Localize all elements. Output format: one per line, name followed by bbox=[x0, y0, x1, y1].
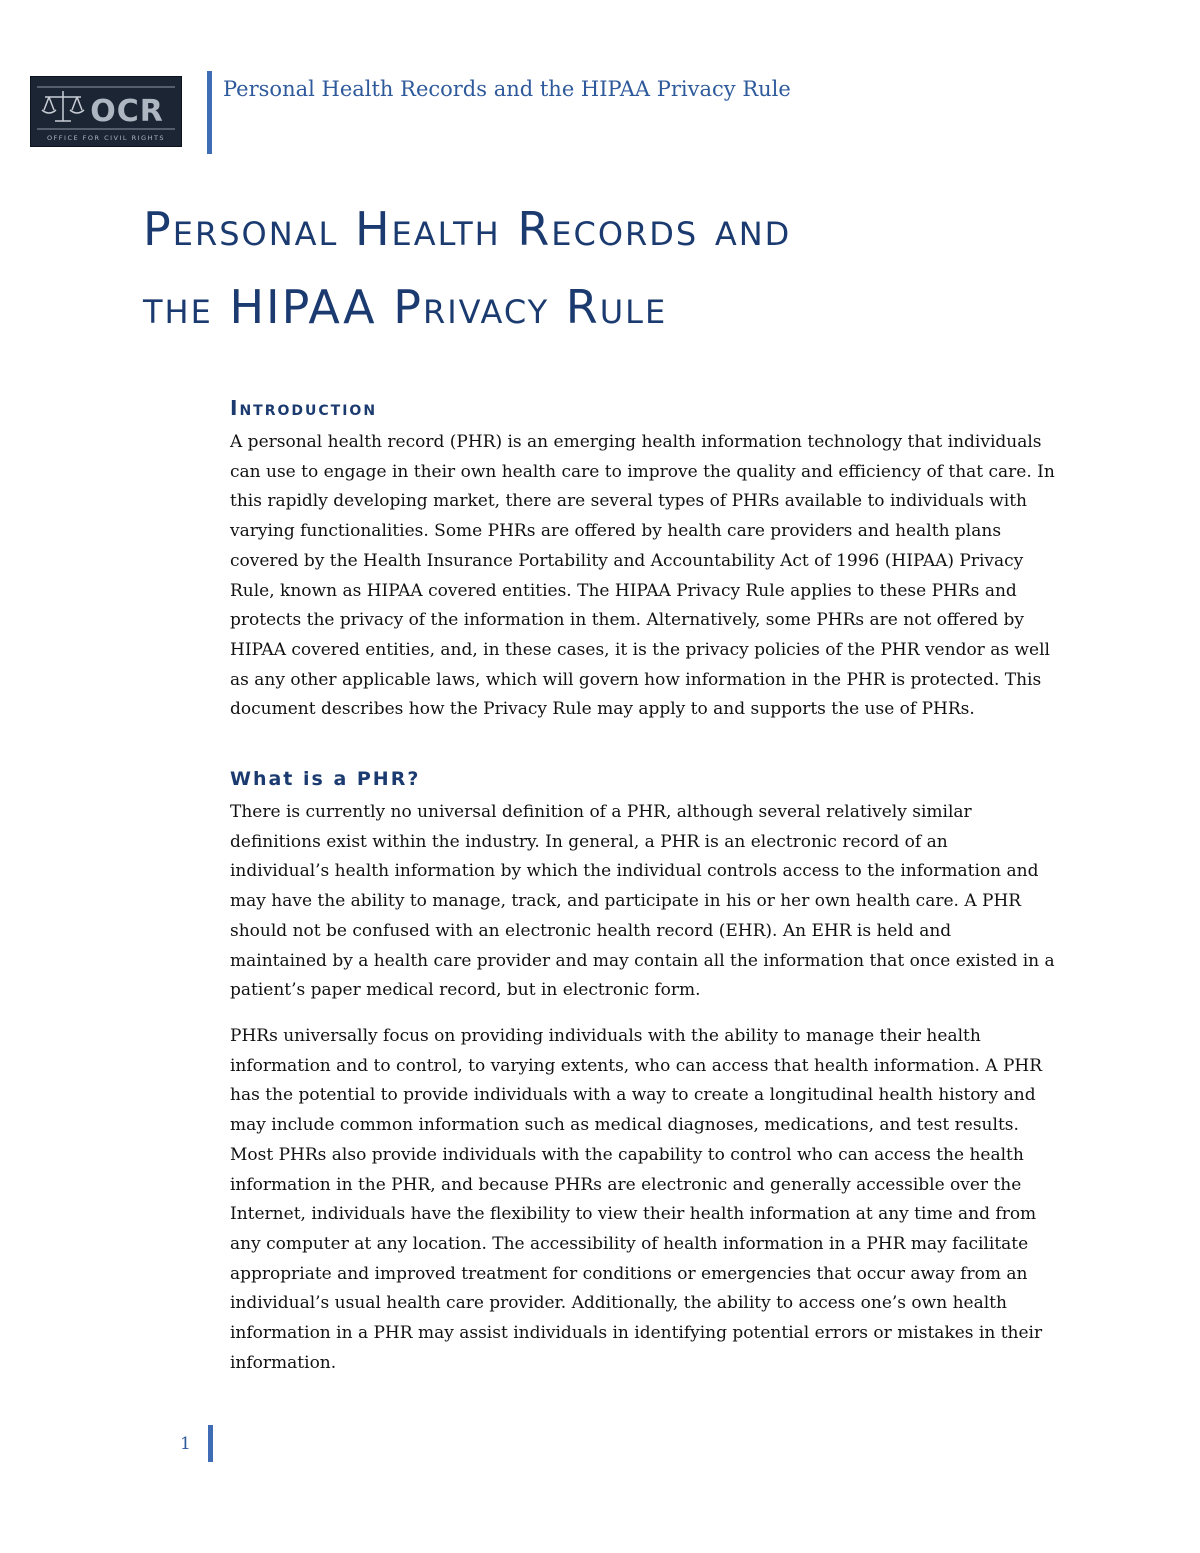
logo-text: OCR bbox=[90, 94, 164, 129]
text-line: maintained by a health care provider and may contain all the information that once existed in a bbox=[230, 950, 1055, 971]
what-is-phr-paragraph-2 bbox=[230, 1022, 1042, 1378]
ocr-logo bbox=[30, 76, 182, 147]
introduction-heading: Introduction bbox=[230, 396, 378, 420]
text-line: this rapidly developing market, there are several types of PHRs available to individuals with bbox=[230, 491, 1027, 512]
what-is-phr-paragraph-1 bbox=[230, 798, 1055, 1006]
text-line: information. bbox=[230, 1352, 337, 1373]
document-title bbox=[143, 190, 1143, 346]
text-line: may include common information such as medical diagnoses, medications, and test results. bbox=[230, 1115, 1019, 1136]
text-line: definitions exist within the industry. In general, a PHR is an electronic record of an bbox=[230, 831, 948, 852]
footer-accent-bar bbox=[208, 1425, 213, 1462]
document-title-line-1: Personal Health Records and bbox=[143, 202, 792, 256]
text-line: Rule, known as HIPAA covered entities. The HIPAA Privacy Rule applies to these PHRs and bbox=[230, 580, 1017, 601]
text-line: information and to control, to varying extents, who can access that health information. A PHR bbox=[230, 1055, 1043, 1076]
text-line: There is currently no universal definition of a PHR, although several relatively similar bbox=[230, 802, 972, 822]
running-header-title: Personal Health Records and the HIPAA Privacy Rule bbox=[223, 77, 791, 101]
text-line: can use to engage in their own health care to improve the quality and efficiency of that care. In bbox=[230, 461, 1055, 482]
text-line: PHRs universally focus on providing individuals with the ability to manage their health bbox=[230, 1026, 981, 1046]
text-line: as any other applicable laws, which will govern how information in the PHR is protected. This bbox=[230, 669, 1042, 690]
introduction-paragraph bbox=[230, 428, 1055, 725]
text-line: patient’s paper medical record, but in electronic form. bbox=[230, 980, 701, 1001]
text-line: Most PHRs also provide individuals with the capability to control who can access the health bbox=[230, 1144, 1024, 1165]
text-line: varying functionalities. Some PHRs are offered by health care providers and health plans bbox=[230, 521, 1002, 542]
text-line: protects the privacy of the information in them. Alternatively, some PHRs are not offered by bbox=[230, 610, 1025, 631]
text-line: information in a PHR may assist individuals in identifying potential errors or mistakes in their bbox=[230, 1323, 1043, 1344]
text-line: covered by the Health Insurance Portability and Accountability Act of 1996 (HIPAA) Privacy bbox=[230, 550, 1024, 571]
text-line: information in the PHR, and because PHRs are electronic and generally accessible over the bbox=[230, 1174, 1022, 1195]
text-line: should not be confused with an electronic health record (EHR). An EHR is held and bbox=[230, 920, 952, 941]
header-accent-bar bbox=[207, 71, 212, 154]
text-line: HIPAA covered entities, and, in these cases, it is the privacy policies of the PHR vendor as well bbox=[230, 639, 1050, 660]
page-number: 1 bbox=[180, 1434, 191, 1454]
text-line: any computer at any location. The accessibility of health information in a PHR may facilitate bbox=[230, 1233, 1029, 1254]
text-line: Internet, individuals have the flexibility to view their health information at any time and from bbox=[230, 1204, 1037, 1225]
text-line: has the potential to provide individuals with a way to create a longitudinal health history and bbox=[230, 1085, 1036, 1106]
text-line: document describes how the Privacy Rule may apply to and supports the use of PHRs. bbox=[230, 699, 975, 720]
text-line: appropriate and improved treatment for conditions or emergencies that occur away from an bbox=[230, 1263, 1028, 1284]
text-line: may have the ability to manage, track, and participate in his or her own health care. A PHR bbox=[230, 891, 1022, 912]
text-line: individual’s usual health care provider. Additionally, the ability to access one’s own health bbox=[230, 1293, 1007, 1314]
text-line: individual’s health information by which the individual controls access to the information and bbox=[230, 861, 1039, 882]
logo-subtext: OFFICE FOR CIVIL RIGHTS bbox=[46, 134, 166, 142]
what-is-phr-heading: What is a PHR? bbox=[230, 768, 421, 790]
text-line: A personal health record (PHR) is an emerging health information technology that individuals bbox=[230, 432, 1042, 452]
document-title-line-2: the HIPAA Privacy Rule bbox=[143, 280, 668, 334]
